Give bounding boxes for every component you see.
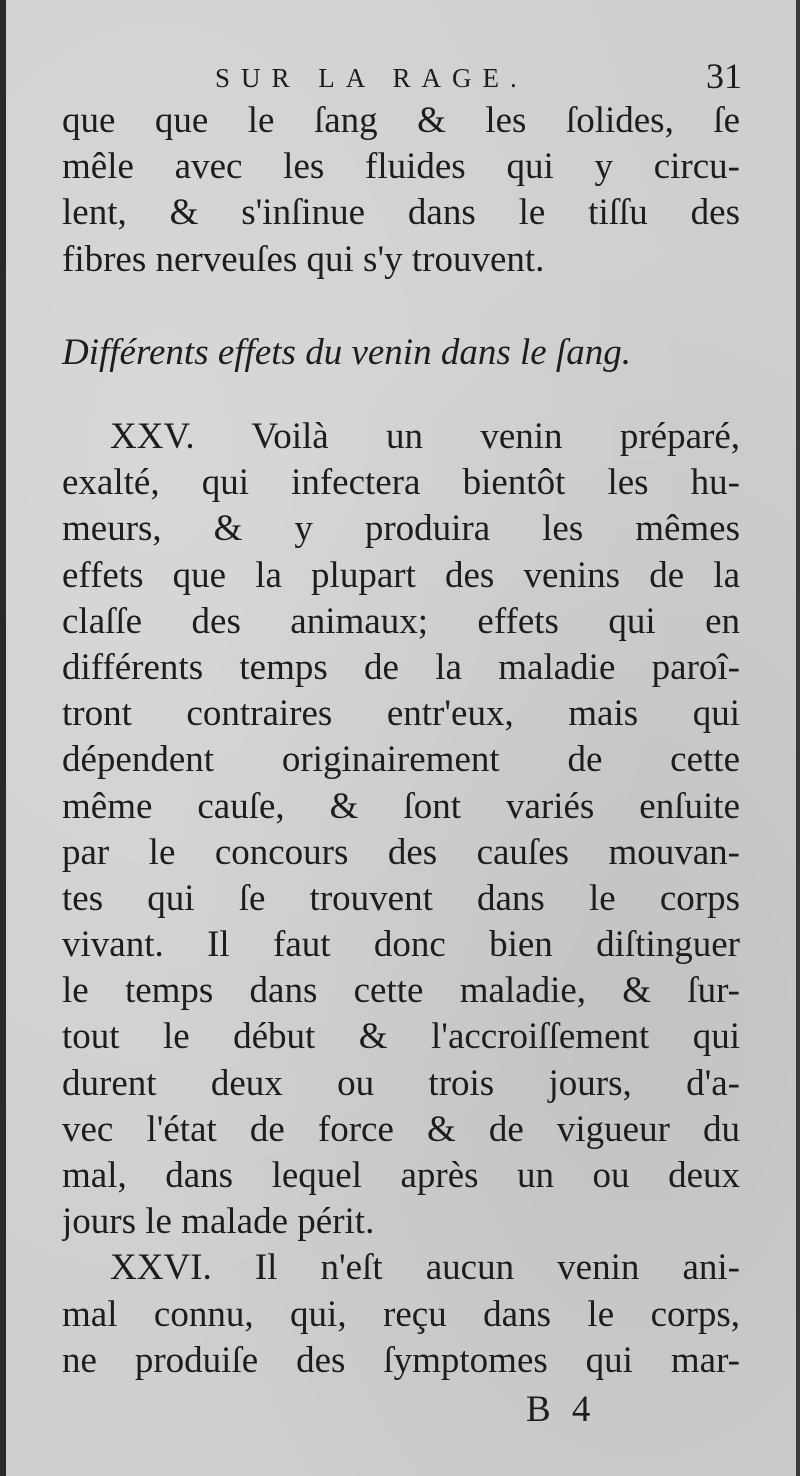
text-line: ne produiſe des ſymptomes qui mar- [62,1339,740,1381]
text-line: meurs, & y produira les mêmes [62,508,740,550]
page-edge-left [0,0,6,1476]
text-line: exalté, qui infectera bientôt les hu- [62,462,740,504]
text-line: tes qui ſe trouvent dans le corps [62,877,740,919]
text-line: vivant. Il faut donc bien diſtinguer [62,924,740,966]
text-line: mal, dans lequel après un ou deux [62,1155,740,1196]
body-text [62,414,740,1384]
text-line: différents temps de la maladie paroî- [62,646,740,688]
text-line: tront contraires entr'eux, mais qui [62,693,740,735]
text-line: dépendent originairement de cette [62,739,740,781]
text-line: vec l'état de force & de vigueur du [62,1108,740,1150]
section-heading: Différents effets du venin dans le ſang. [62,332,631,373]
text-line: XXVI. Il n'eſt aucun venin ani- [110,1247,740,1289]
text-line: durent deux ou trois jours, d'a- [62,1062,740,1104]
text-line: claſſe des animaux; effets qui en [62,600,740,642]
page-header [60,54,750,94]
text-line: fibres nerveuſes qui s'y trouvent. [62,238,545,280]
text-line: tout le début & l'accroiſſement qui [62,1016,740,1058]
text-line: par le concours des cauſes mouvan- [62,831,740,873]
text-line: mêle avec les fluides qui y circu- [62,146,740,188]
text-line: que que le ſang & les ſolides, ſe [62,100,740,141]
text-line: lent, & s'inſinue dans le tiſſu des [62,192,740,234]
text-line: XXV. Voilà un venin préparé, [110,416,740,457]
text-line: jours le malade périt. [62,1201,375,1243]
running-head: SUR LA RAGE. [215,63,528,93]
text-line: même cauſe, & ſont variés enſuite [62,785,740,827]
text-line: mal connu, qui, reçu dans le corps, [62,1293,740,1335]
page-edge-right [796,0,800,1476]
continuation-paragraph [62,98,740,283]
page-number: 31 [706,56,742,96]
text-line: effets que la plupart des venins de la [62,554,740,596]
signature-mark: B 4 [526,1389,597,1430]
text-line: le temps dans cette maladie, & ſur- [62,970,740,1012]
